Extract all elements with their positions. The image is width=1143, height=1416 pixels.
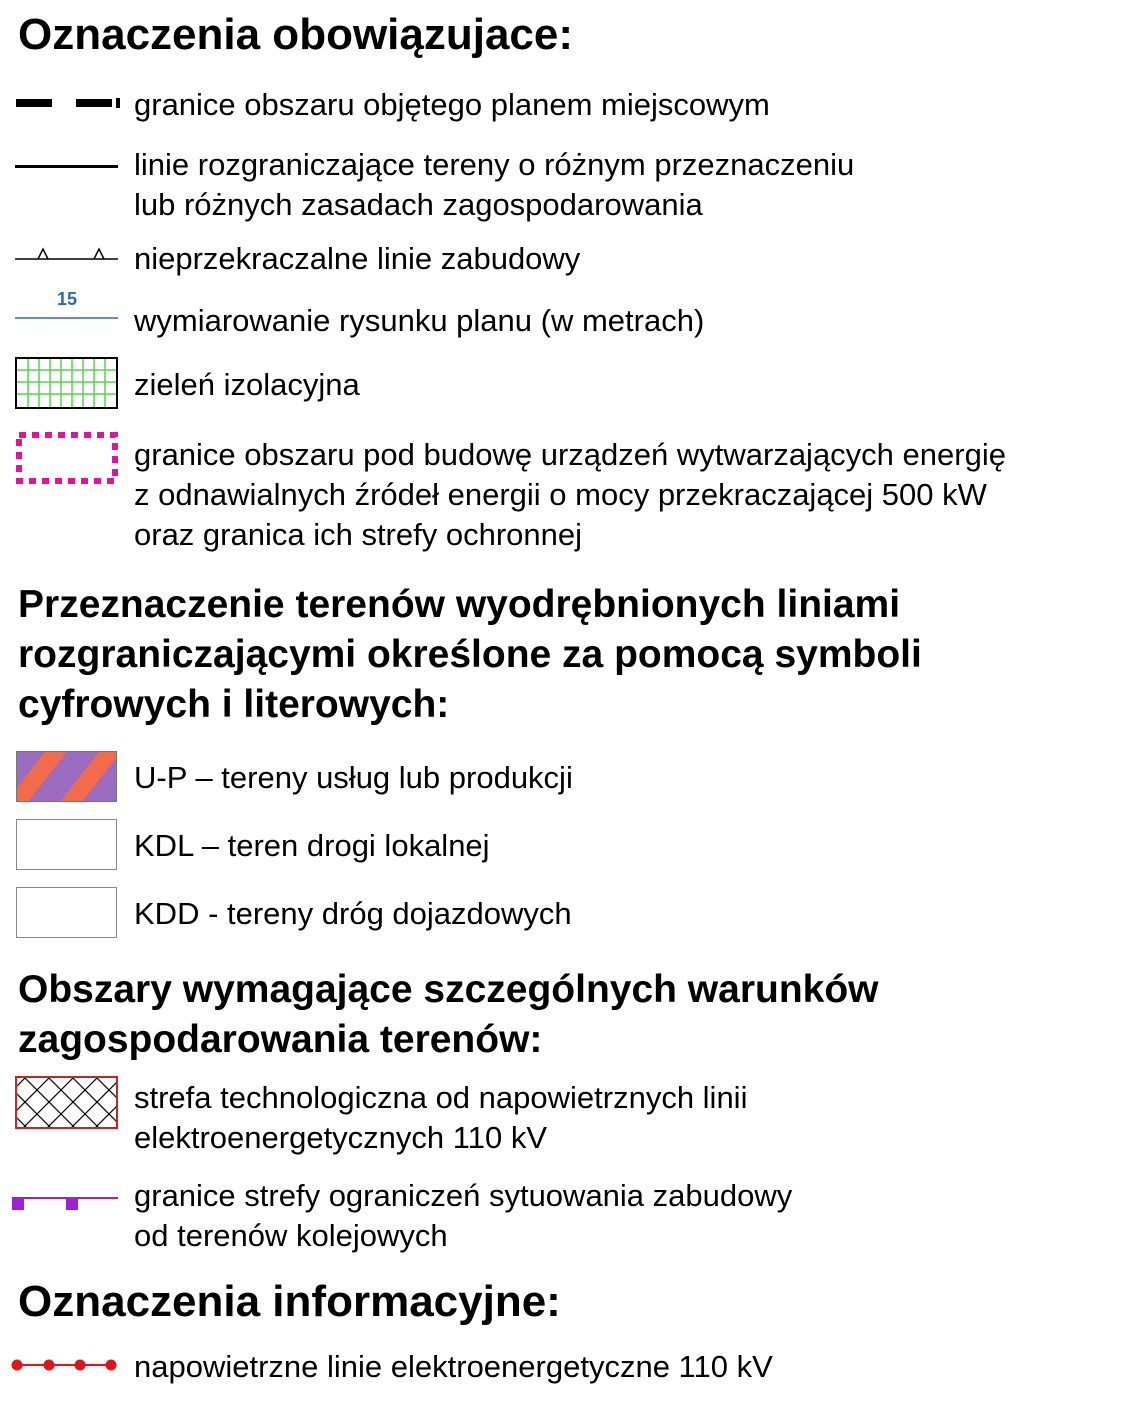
legend-text: granice strefy ograniczeń sytuowania zabudowy [134, 1178, 793, 1213]
legend-text: oraz granica ich strefy ochronnej [134, 517, 583, 552]
legend-text: elektroenergetycznych 110 kV [134, 1120, 547, 1155]
up-hatched-swatch-icon [16, 751, 118, 803]
legend-text: od terenów kolejowych [134, 1218, 448, 1253]
dimension-line-icon [12, 288, 122, 322]
section-title-obszary: zagospodarowania terenów: [18, 1018, 543, 1061]
section-title-informacyjne: Oznaczenia informacyjne: [18, 1277, 561, 1326]
legend-text: napowietrzne linie elektroenergetyczne 110 kV [134, 1349, 773, 1384]
legend-text: lub różnych zasadach zagospodarowania [134, 187, 703, 222]
legend-text: linie rozgraniczające tereny o różnym przeznaczeniu [134, 147, 855, 182]
legend-text: granice obszaru pod budowę urządzeń wytwarzających energię [134, 437, 1006, 472]
legend-text: nieprzekraczalne linie zabudowy [134, 241, 581, 276]
section-title-przeznaczenie: cyfrowych i literowych: [18, 683, 450, 726]
solid-boundary-line-icon [12, 163, 122, 171]
kdd-blank-swatch-icon [16, 887, 118, 939]
dashed-boundary-line-icon [12, 95, 122, 111]
legend-text: KDL – teren drogi lokalnej [134, 828, 490, 863]
legend-text: KDD - tereny dróg dojazdowych [134, 896, 572, 931]
purple-square-line-icon [12, 1190, 122, 1214]
legend-text: granice obszaru objętego planem miejscowym [134, 87, 770, 122]
legend-text: zieleń izolacyjna [134, 367, 360, 402]
legend-text: wymiarowanie rysunku planu (w metrach) [134, 303, 705, 338]
section-title-obowiazujace: Oznaczenia obowiązujace: [18, 10, 574, 59]
kdl-blank-swatch-icon [16, 819, 118, 871]
section-title-przeznaczenie: rozgraniczającymi określone za pomocą symboli [18, 633, 922, 676]
building-line-icon [12, 244, 122, 264]
crosshatch-swatch-icon [15, 1076, 119, 1130]
magenta-dotted-boundary-icon [15, 431, 119, 487]
legend-text: strefa technologiczna od napowietrznych linii [134, 1080, 748, 1115]
legend-text: z odnawialnych źródeł energii o mocy przekraczającej 500 kW [134, 477, 987, 512]
section-title-obszary: Obszary wymagające szczególnych warunków [18, 968, 879, 1011]
legend-text: U-P – tereny usług lub produkcji [134, 760, 573, 795]
dimension-value: 15 [56, 289, 78, 309]
green-grid-swatch-icon [15, 357, 119, 409]
red-dotted-line-icon [8, 1356, 120, 1374]
section-title-przeznaczenie: Przeznaczenie terenów wyodrębnionych liniami [18, 583, 901, 626]
